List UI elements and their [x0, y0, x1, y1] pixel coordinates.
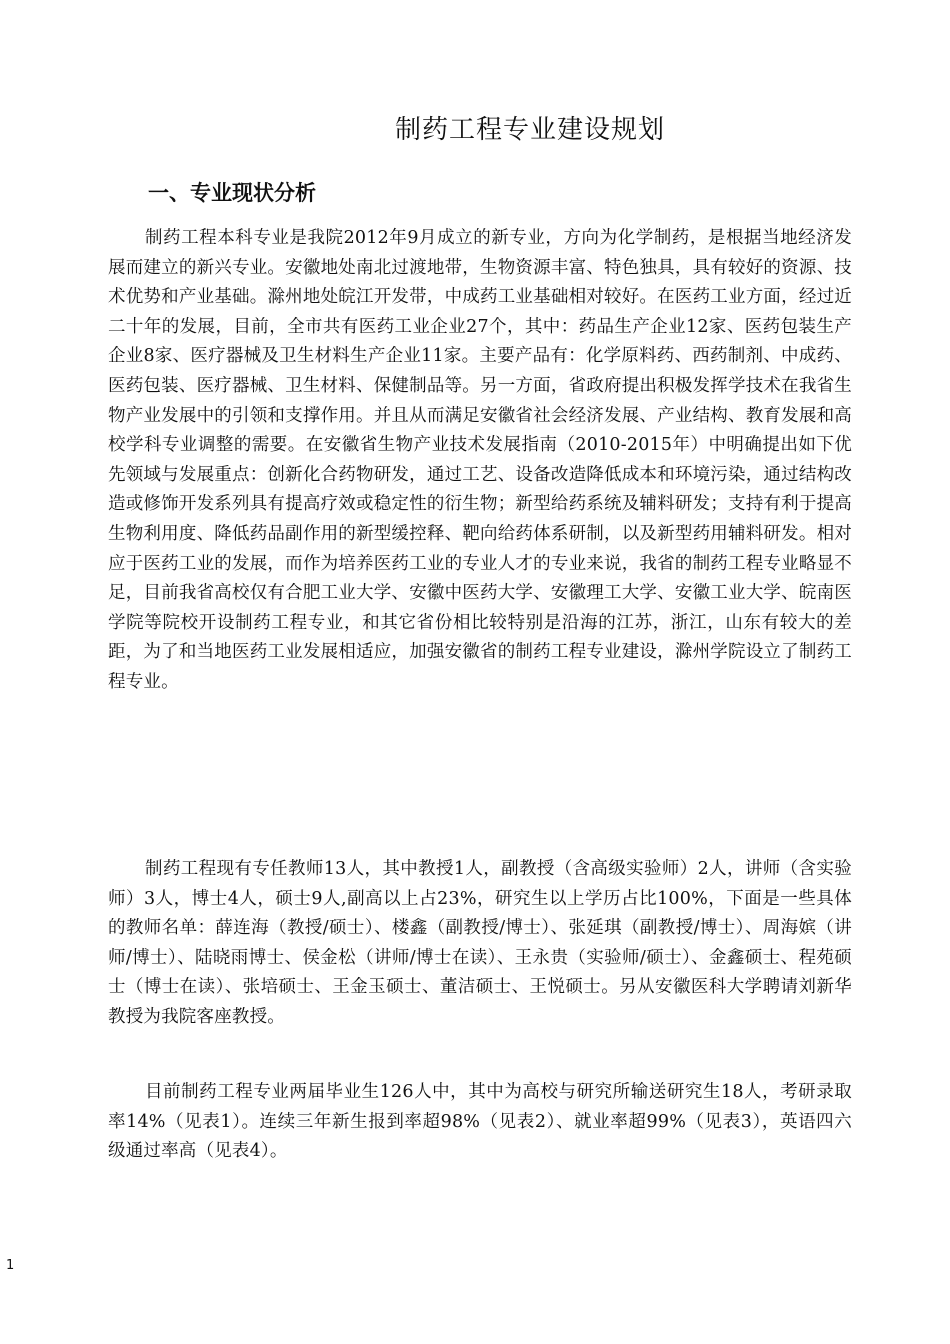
- page-number: 1: [6, 1258, 15, 1273]
- paragraph-program-background: 制药工程本科专业是我院2012年9月成立的新专业，方向为化学制药，是根据当地经济发展而建立的新兴专业。安徽地处南北过渡地带，生物资源丰富、特色独具，具有较好的资源、技术优势和产业基础。滁州地处皖江开发带，中成药工业基础相对较好。在医药工业方面，经过近二十年的发展，目前，全市共有医药工业企业27个，其中：药品生产企业12家、医药包装生产企业8家、医疗器械及卫生材料生产企业11家。主要产品有：化学原料药、西药制剂、中成药、医药包装、医疗器械、卫生材料、保健制品等。另一方面，省政府提出积极发挥学技术在我省生物产业发展中的引领和支撑作用。并且从而满足安徽省社会经济发展、产业结构、教育发展和高校学科专业调整的需要。在安徽省生物产业技术发展指南（2010-2015年）中明确提出如下优先领域与发展重点：创新化合药物研发，通过工艺、设备改造降低成本和环境污染，通过结构改造或修饰开发系列具有提高疗效或稳定性的衍生物；新型给药系统及辅料研发；支持有利于提高生物利用度、降低药品副作用的新型缓控释、靶向给药体系研制，以及新型药用辅料研发。相对应于医药工业的发展，而作为培养医药工业的专业人才的专业来说，我省的制药工程专业略显不足，目前我省高校仅有合肥工业大学、安徽中医药大学、安徽理工大学、安徽工业大学、皖南医学院等院校开设制药工程专业，和其它省份相比较特别是沿海的江苏，浙江，山东有较大的差距，为了和当地医药工业发展相适应，加强安徽省的制药工程专业建设，滁州学院设立了制药工程专业。: [108, 228, 852, 692]
- page-title: 制药工程专业建设规划: [394, 115, 665, 145]
- paragraph-graduates: 目前制药工程专业两届毕业生126人中，其中为高校与研究所输送研究生18人，考研录取率14%（见表1）。连续三年新生报到率超98%（见表2）、就业率超99%（见表3），英语四六级通过率高（见表4）。: [108, 1082, 852, 1162]
- section-heading: 一、专业现状分析: [148, 181, 316, 205]
- paragraph-faculty: 制药工程现有专任教师13人，其中教授1人，副教授（含高级实验师）2人，讲师（含实验师）3人，博士4人，硕士9人,副高以上占23%，研究生以上学历占比100%，下面是一些具体的教师名单：薛连海（教授/硕士）、楼鑫（副教授/博士）、张延琪（副教授/博士）、周海嫔（讲师/博士）、陆晓雨博士、侯金松（讲师/博士在读）、王永贵（实验师/硕士）、金鑫硕士、程苑硕士（博士在读）、张培硕士、王金玉硕士、董洁硕士、王悦硕士。另从安徽医科大学聘请刘新华教授为我院客座教授。: [108, 859, 852, 1027]
